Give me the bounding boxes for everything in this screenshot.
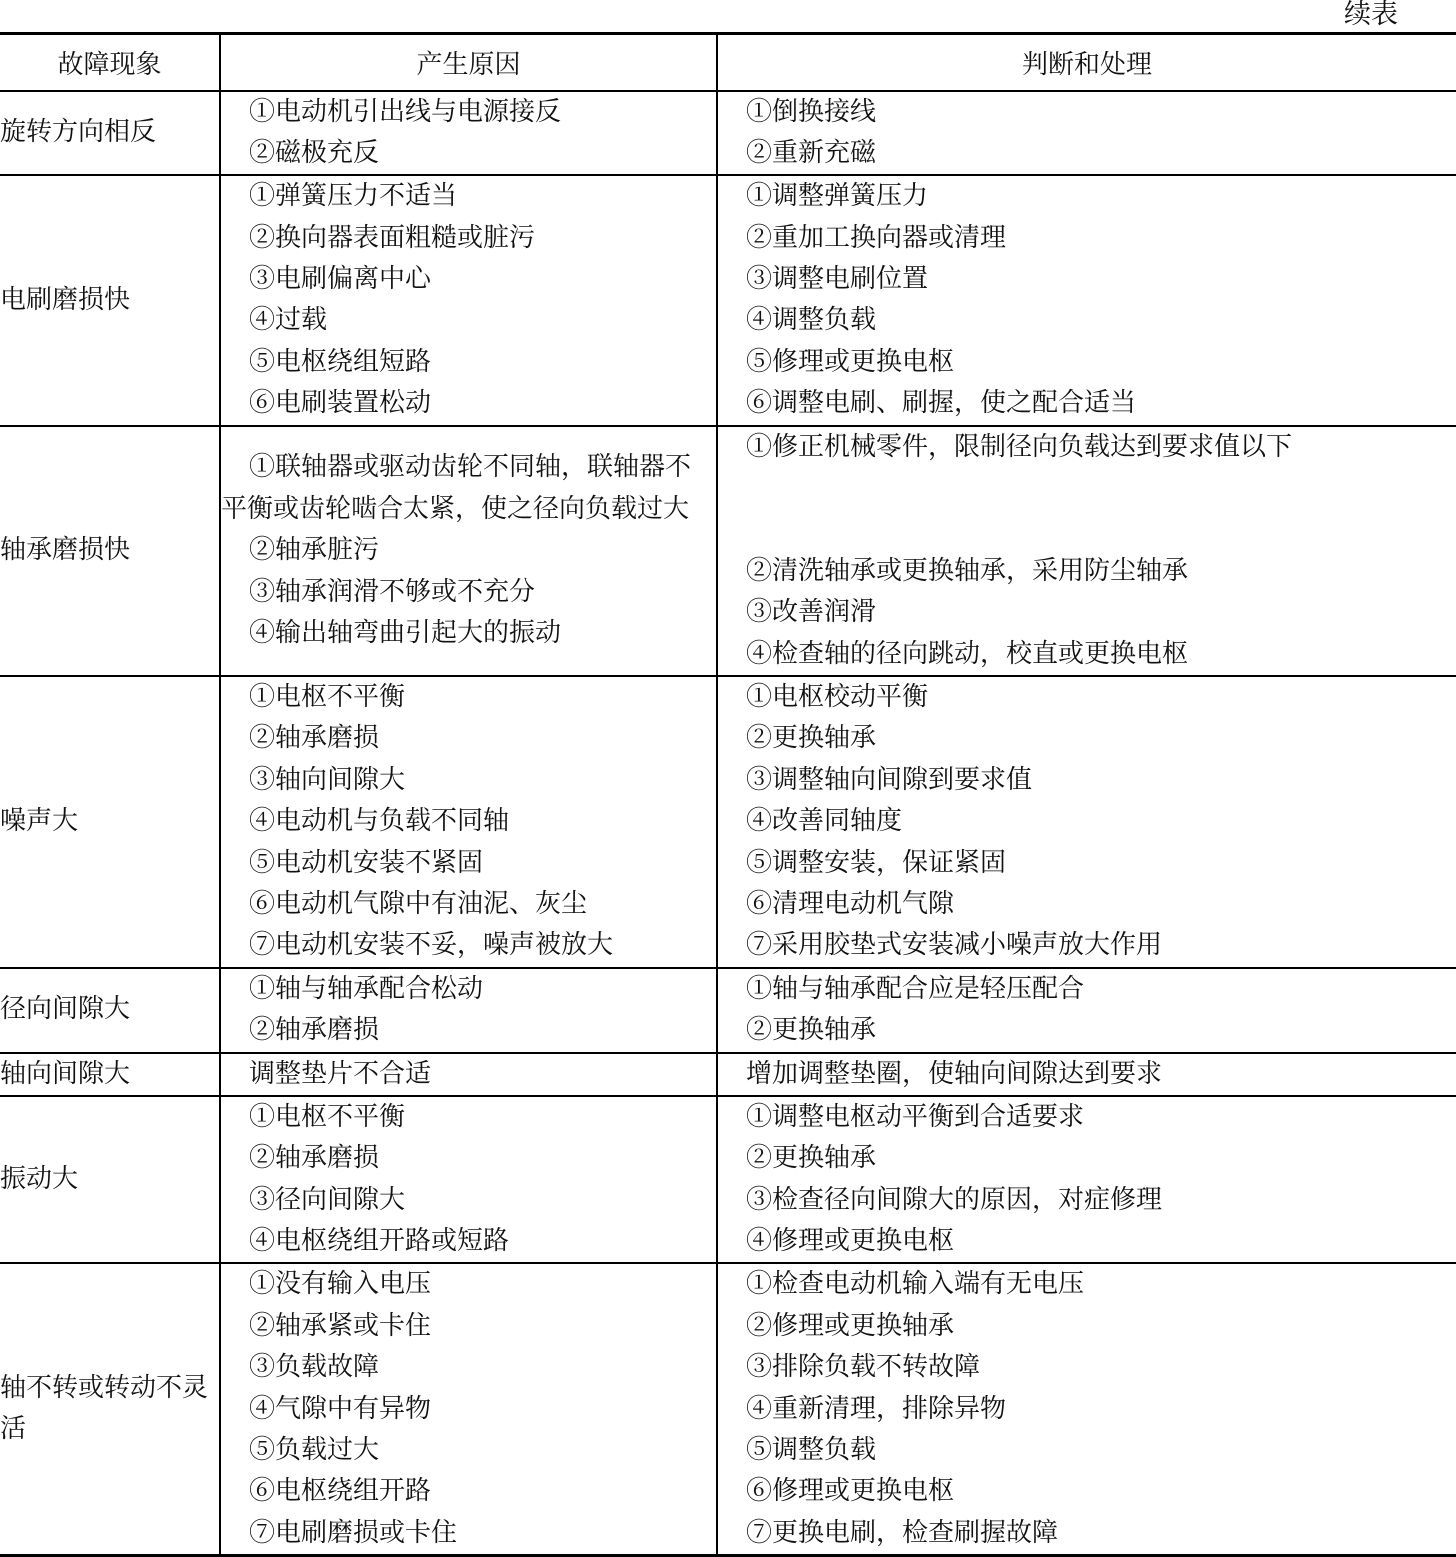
table-row: [0, 91, 1456, 176]
remedy-item: ④重新清理，排除异物: [746, 1393, 1007, 1424]
remedy-item: ②重加工换向器或清理: [746, 222, 1007, 253]
cause-item: ④输出轴弯曲引起大的振动: [249, 617, 562, 648]
cause-item: 调整垫片不合适: [249, 1058, 432, 1089]
fault-table: [0, 32, 1456, 1557]
remedy-cell: [717, 676, 1456, 968]
cause-item: ④电动机与负载不同轴: [249, 806, 510, 837]
cause-item: ③电刷偏离中心: [249, 264, 432, 295]
cause-cell: [220, 175, 717, 425]
symptom-cell: 电刷磨损快: [0, 175, 220, 425]
remedy-item: ③检查径向间隙大的原因，对症修理: [746, 1184, 1163, 1215]
remedy-item: ①调整弹簧压力: [746, 181, 929, 212]
remedy-item: ③排除负载不转故障: [746, 1352, 981, 1383]
cause-item: ⑤负载过大: [249, 1435, 380, 1466]
remedy-cell: [717, 91, 1456, 176]
cause-item: ①电动机引出线与电源接反: [249, 96, 562, 127]
header-symptom: 故障现象: [0, 34, 220, 91]
header-cause: 产生原因: [220, 34, 717, 91]
cause-cell: [220, 968, 717, 1053]
remedy-item: ①电枢校动平衡: [746, 681, 929, 712]
cause-item: ③负载故障: [249, 1352, 380, 1383]
remedy-item: ②重新充磁: [746, 137, 877, 168]
cause-item: ①轴与轴承配合松动: [249, 973, 484, 1004]
table-row: [0, 175, 1456, 425]
cause-item: ⑤电枢绕组短路: [249, 346, 432, 377]
remedy-item: ⑥调整电刷、刷握，使之配合适当: [746, 388, 1137, 419]
symptom-cell: 径向间隙大: [0, 968, 220, 1053]
remedy-cell: [717, 1263, 1456, 1555]
cause-item: ⑦电刷磨损或卡住: [249, 1517, 458, 1548]
remedy-cell: [717, 1096, 1456, 1264]
row-spacer: [718, 468, 1456, 551]
remedy-item: ⑤调整安装，保证紧固: [746, 847, 1007, 878]
table-row: [0, 1053, 1456, 1096]
cause-item: ⑥电刷装置松动: [249, 388, 432, 419]
symptom-cell: 轴承磨损快: [0, 426, 220, 676]
remedy-item: ③改善润滑: [746, 597, 877, 628]
remedy-item: ①倒换接线: [746, 96, 877, 127]
remedy-item: ⑥清理电动机气隙: [746, 888, 955, 919]
remedy-cell: [717, 175, 1456, 425]
cause-item: ③径向间隙大: [249, 1184, 406, 1215]
remedy-item: ③调整电刷位置: [746, 264, 929, 295]
cause-item: ②换向器表面粗糙或脏污: [249, 222, 536, 253]
cause-cell: [220, 1263, 717, 1555]
remedy-cell: [717, 426, 1456, 676]
cause-item: ②轴承磨损: [249, 1143, 380, 1174]
cause-item: ⑥电动机气隙中有油泥、灰尘: [249, 888, 588, 919]
header-remedy: 判断和处理: [717, 34, 1456, 91]
cause-item: ④气隙中有异物: [249, 1393, 432, 1424]
table-row: [0, 1263, 1456, 1555]
remedy-item: ①检查电动机输入端有无电压: [746, 1269, 1085, 1300]
remedy-item: ③调整轴向间隙到要求值: [746, 764, 1033, 795]
cause-item: ①弹簧压力不适当: [249, 181, 458, 212]
remedy-item: 增加调整垫圈，使轴向间隙达到要求: [746, 1058, 1163, 1089]
table-row: [0, 426, 1456, 676]
symptom-cell: 振动大: [0, 1096, 220, 1264]
cause-item: ②轴承磨损: [249, 1015, 380, 1046]
table-header-row: [0, 34, 1456, 91]
symptom-cell: 噪声大: [0, 676, 220, 968]
remedy-item: ⑥修理或更换电枢: [746, 1476, 955, 1507]
cause-item: ②磁极充反: [249, 137, 380, 168]
remedy-item: ②清洗轴承或更换轴承，采用防尘轴承: [746, 555, 1189, 586]
cause-cell: [220, 1053, 717, 1096]
cause-item: ①电枢不平衡: [249, 1101, 406, 1132]
remedy-item: ②更换轴承: [746, 723, 877, 754]
cause-item: ④过载: [249, 305, 328, 336]
symptom-cell: 旋转方向相反: [0, 91, 220, 176]
cause-item: ②轴承磨损: [249, 723, 380, 754]
remedy-item: ⑤调整负载: [746, 1435, 877, 1466]
remedy-item: ⑤修理或更换电枢: [746, 346, 955, 377]
remedy-item: ⑦采用胶垫式安装减小噪声放大作用: [746, 930, 1163, 961]
cause-item: ⑦电动机安装不妥，噪声被放大: [249, 930, 614, 961]
remedy-item: ②更换轴承: [746, 1015, 877, 1046]
remedy-item: ④调整负载: [746, 305, 877, 336]
cause-item: ①联轴器或驱动齿轮不同轴，联轴器不平衡或齿轮啮合太紧，使之径向负载过大: [221, 452, 692, 524]
remedy-item: ④改善同轴度: [746, 806, 903, 837]
cause-cell: [220, 426, 717, 676]
table-continued-caption: 续表: [1344, 0, 1398, 30]
remedy-cell: [717, 1053, 1456, 1096]
remedy-item: ②更换轴承: [746, 1143, 877, 1174]
symptom-cell: 轴向间隙大: [0, 1053, 220, 1096]
remedy-item: ⑦更换电刷，检查刷握故障: [746, 1517, 1059, 1548]
symptom-cell: 轴不转或转动不灵活: [0, 1263, 220, 1555]
cause-item: ④电枢绕组开路或短路: [249, 1226, 510, 1257]
cause-item: ②轴承紧或卡住: [249, 1310, 432, 1341]
cause-cell: [220, 676, 717, 968]
table-row: [0, 1096, 1456, 1264]
cause-item: ③轴向间隙大: [249, 764, 406, 795]
cause-item: ⑤电动机安装不紧固: [249, 847, 484, 878]
cause-cell: [220, 91, 717, 176]
remedy-item: ①轴与轴承配合应是轻压配合: [746, 973, 1085, 1004]
remedy-item: ①修正机械零件，限制径向负载达到要求值以下: [746, 431, 1293, 462]
cause-cell: [220, 1096, 717, 1264]
cause-item: ①没有输入电压: [249, 1269, 432, 1300]
remedy-cell: [717, 968, 1456, 1053]
remedy-item: ①调整电枢动平衡到合适要求: [746, 1101, 1085, 1132]
remedy-item: ④检查轴的径向跳动，校直或更换电枢: [746, 638, 1189, 669]
remedy-item: ④修理或更换电枢: [746, 1226, 955, 1257]
cause-item: ①电枢不平衡: [249, 681, 406, 712]
cause-item: ⑥电枢绕组开路: [249, 1476, 432, 1507]
cause-item: ③轴承润滑不够或不充分: [249, 576, 536, 607]
table-row: [0, 676, 1456, 968]
table-row: [0, 968, 1456, 1053]
cause-item: ②轴承脏污: [249, 535, 380, 566]
remedy-item: ②修理或更换轴承: [746, 1310, 955, 1341]
